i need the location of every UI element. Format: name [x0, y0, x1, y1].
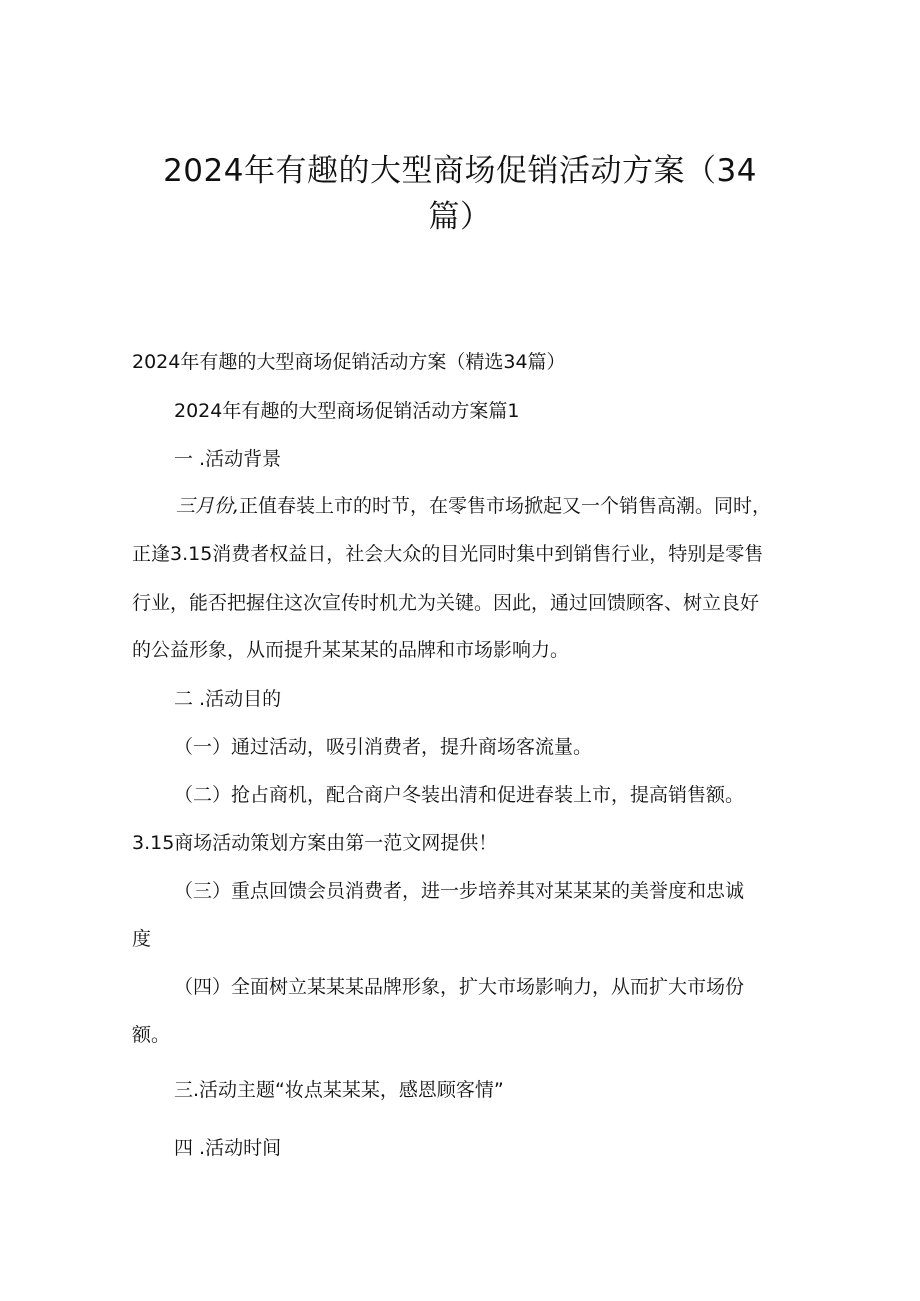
background-paragraph-line-3: 行业，能否把握住这次宣传时机尤为关键。因此，通过回馈顾客、树立良好 [132, 592, 760, 614]
heading-theme: 三.活动主题“妆点某某某，感恩顾客情” [174, 1079, 504, 1101]
heading-background: 一 .活动背景 [174, 448, 282, 470]
goal-4-line-2: 额。 [132, 1024, 171, 1046]
background-line-1-text: 正值春装上市的时节，在零售市场掀起又一个销售高潮。同时， [239, 495, 772, 517]
goal-1: （一）通过活动，吸引消费者，提升商场客流量。 [174, 736, 593, 758]
document-subtitle: 2024年有趣的大型商场促销活动方案（精选34篇） [132, 351, 566, 373]
goal-2-note: 3.15商场活动策划方案由第一范文网提供！ [132, 832, 498, 854]
heading-time: 四 .活动时间 [174, 1137, 282, 1159]
section-heading: 2024年有趣的大型商场促销活动方案篇1 [174, 400, 520, 422]
goal-3-line-2: 度 [132, 928, 152, 950]
background-paragraph-line-1 [176, 494, 771, 518]
background-paragraph-line-4: 的公益形象，从而提升某某某的品牌和市场影响力。 [132, 639, 570, 661]
title-line-1: 2024年有趣的大型商场促销活动方案（34 [163, 153, 757, 189]
heading-purpose: 二 .活动目的 [174, 688, 282, 710]
goal-4-line-1: （四）全面树立某某某品牌形象，扩大市场影响力，从而扩大市场份 [174, 976, 745, 998]
background-paragraph-line-2: 正逢3.15消费者权益日，社会大众的目光同时集中到销售行业，特别是零售 [132, 543, 764, 565]
goal-3-line-1: （三）重点回馈会员消费者，进一步培养其对某某某的美誉度和忠诚 [174, 880, 745, 902]
title-line-2: 篇） [428, 199, 492, 235]
goal-2: （二）抢占商机，配合商户冬装出清和促进春装上市，提高销售额。 [174, 784, 745, 806]
document-title [150, 148, 770, 240]
month-text: 三月份, [176, 495, 240, 517]
